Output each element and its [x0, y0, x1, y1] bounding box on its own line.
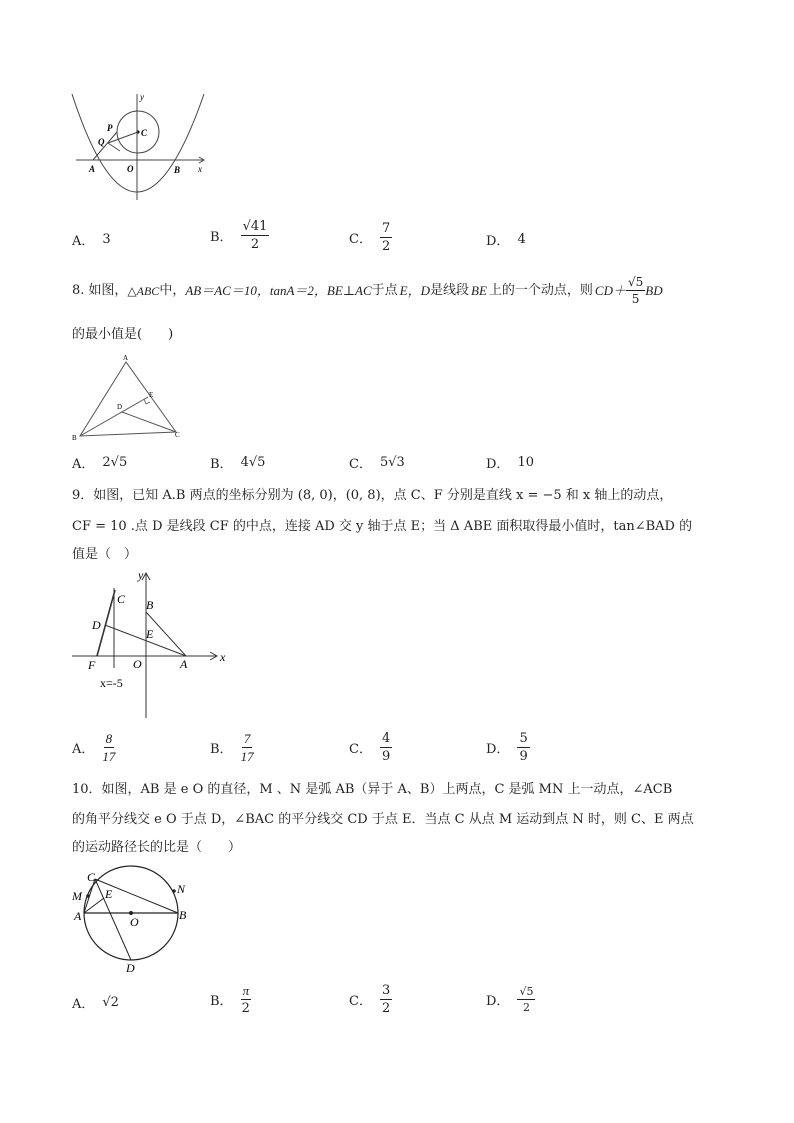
q10-label-o: O [130, 915, 139, 929]
q8-label-c: C [175, 431, 180, 439]
q8-option-c[interactable]: C． 5√3 [349, 455, 405, 472]
q7-label-o: O [127, 164, 134, 174]
q8-stem-line1: 8. 如图， △ABC 中， AB＝AC＝10，tanA＝2，BE⊥AC 于点 E，D 是线段 BE 上的一个动点，则 CD＋ $\frac{√5}{5}$ BD [72, 275, 663, 306]
q10-option-a[interactable]: A． √2 [72, 995, 119, 1012]
q9-label-x: x [220, 650, 226, 664]
q10-label-m: M [72, 889, 82, 903]
q8-triangle-abc [80, 362, 176, 436]
q7-label-c: C [141, 128, 148, 138]
q8-segment-be [80, 397, 148, 436]
q9-option-b[interactable]: B． $\frac{7}{17}$ [210, 731, 254, 764]
q9-stem-line2: CF = 10 .点 D 是线段 CF 的中点，连接 AD 交 y 轴于点 E；当 Δ ABE 面积取得最小值时，tan∠BAD 的 [72, 519, 693, 534]
q9-label-c: C [117, 592, 126, 606]
q7-option-a[interactable]: A． 3 [72, 232, 111, 249]
q8-coef-fraction: $\frac{√5}{5}$ [627, 275, 644, 306]
q7-label-b: B [174, 165, 181, 175]
q9-label-b: B [146, 598, 154, 612]
q8-option-a[interactable]: A． 2√5 [72, 455, 128, 472]
q10-stem-line3: 的运动路径长的比是（ ） [72, 840, 242, 855]
q8-label-b: B [72, 434, 77, 442]
q9-figure [70, 568, 235, 720]
q10-label-d: D [126, 961, 135, 975]
q10-label-n: N [177, 882, 186, 896]
q9-option-d[interactable]: D． $\frac{5}{9}$ [486, 731, 528, 764]
q10-segment-ae [84, 898, 104, 913]
q10-option-d[interactable]: D． $\frac{√5}{2}$ [486, 985, 534, 1014]
q10-stem-line2: 的角平分线交 e O 于点 D，∠BAC 的平分线交 CD 于点 E．当点 C 从点 M 运动到点 N 时，则 C、E 两点 [72, 812, 694, 827]
q9-label-f: F [88, 658, 96, 672]
q7-segment-ap [93, 132, 117, 160]
q9-label-a: A [180, 657, 188, 671]
q7-label-q: Q [98, 137, 105, 147]
q10-label-e: E [105, 887, 113, 901]
q7-label-p: P [107, 123, 113, 133]
q7-option-c[interactable]: C． $\frac{7}{2}$ [349, 221, 391, 254]
q8-option-b[interactable]: B． 4√5 [210, 455, 266, 472]
q9-label-e: E [146, 627, 154, 641]
q8-label-d: D [117, 403, 123, 411]
q7-label-y: y [140, 92, 144, 102]
q7-parabola [72, 94, 204, 192]
q8-segment-dc [122, 412, 176, 432]
q9-label-line: x=-5 [100, 676, 123, 690]
q9-stem-line3: 值是（ ） [72, 547, 138, 562]
q9-option-c[interactable]: C． $\frac{4}{9}$ [349, 731, 391, 764]
q7-figure [68, 90, 218, 208]
q10-option-b[interactable]: B． $\frac{\pi}{2}$ [210, 983, 250, 1016]
q8-label-e: E [149, 391, 154, 399]
q10-option-c[interactable]: C． $\frac{3}{2}$ [349, 983, 391, 1016]
q9-option-a[interactable]: A． $\frac{8}{17}$ [72, 731, 116, 764]
q10-stem-line1: 10．如图，AB 是 e O 的直径，M 、N 是弧 AB（异于 A、B）上两点，C 是弧 MN 上一动点，∠ACB [72, 782, 673, 797]
q8-figure [72, 354, 187, 442]
q9-stem-line1: 9．如图，已知 A.B 两点的坐标分别为 (8, 0)，(0, 8)，点 C、F 分别是直线 x = −5 和 x 轴上的动点， [72, 488, 673, 503]
q10-figure [68, 862, 198, 978]
q10-label-c: C [87, 870, 96, 884]
q7-label-x: x [198, 164, 202, 174]
q8-label-a: A [123, 354, 129, 362]
q9-label-o: O [133, 657, 142, 671]
q10-label-a: A [74, 909, 82, 923]
q9-label-y: y [138, 568, 144, 582]
q7-option-d[interactable]: D． 4 [486, 232, 526, 249]
q10-label-b: B [179, 908, 187, 922]
q8-stem-line2: 的最小值是( ) [72, 327, 174, 342]
q7-option-b[interactable]: B． $\frac{√41}{2}$ [210, 219, 268, 252]
q7-label-a: A [89, 164, 96, 174]
q9-label-d: D [92, 618, 101, 632]
q8-option-d[interactable]: D． 10 [486, 455, 534, 472]
